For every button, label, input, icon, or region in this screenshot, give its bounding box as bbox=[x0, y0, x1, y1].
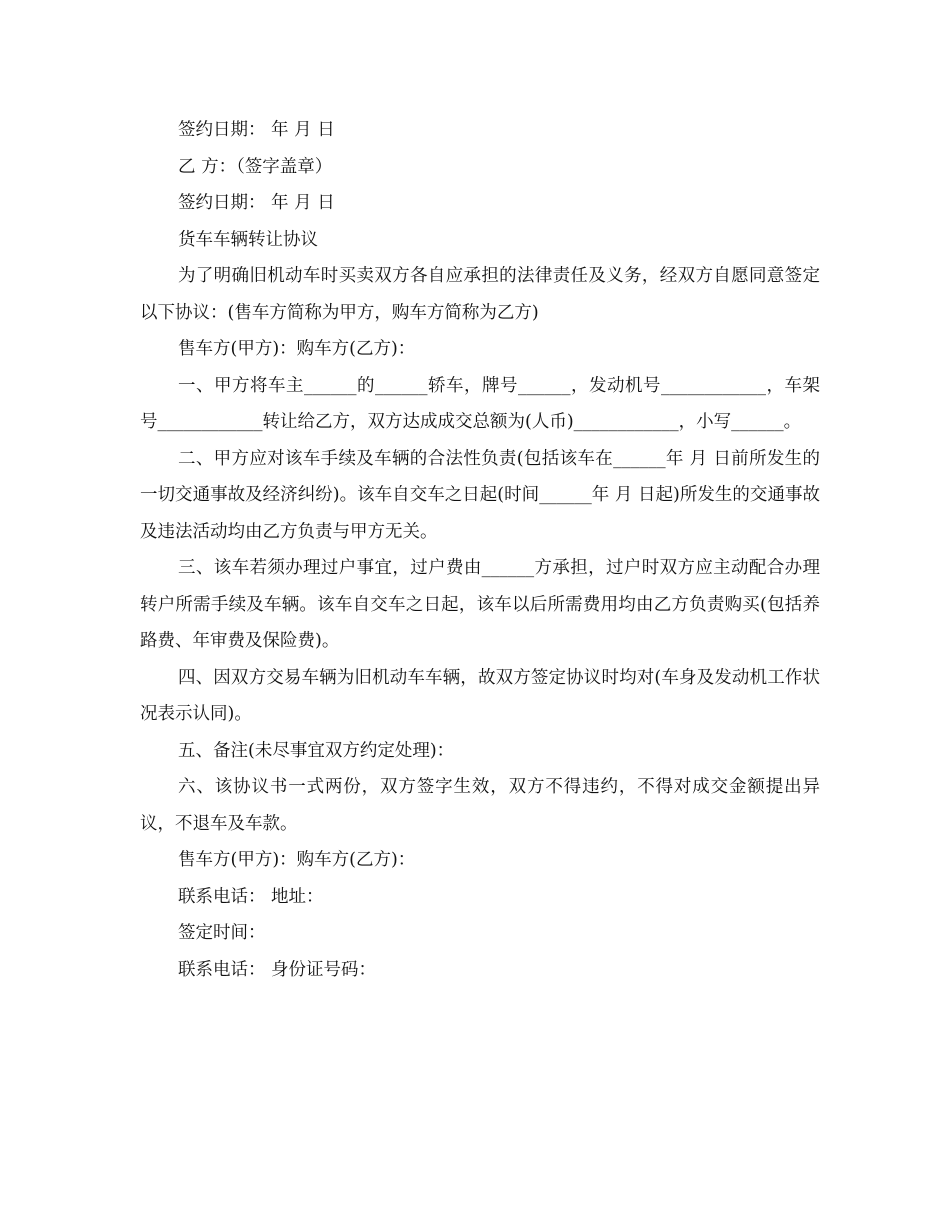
intro-paragraph: 为了明确旧机动车时买卖双方各自应承担的法律责任及义务，经双方自愿同意签定以下协议：(售车方简称为甲方，购车方简称为乙方) bbox=[140, 266, 820, 323]
clause-4: 四、因双方交易车辆为旧机动车车辆，故双方签定协议时均对(车身及发动机工作状况表示认同)。 bbox=[140, 667, 820, 724]
sign-date-line: 签约日期： 年 月 日 bbox=[178, 193, 335, 213]
document-title: 货车车辆转让协议 bbox=[178, 229, 318, 250]
clause-1: 一、甲方将车主______的______轿车，牌号______，发动机号____________，车架号____________转让给乙方，双方达成成交总额为(人币)____________，小写______。 bbox=[140, 375, 820, 432]
sign-date-line: 签约日期： 年 月 日 bbox=[178, 120, 335, 140]
contact-address-line: 联系电话： 地址： bbox=[178, 886, 324, 907]
clause-2: 二、甲方应对该车手续及车辆的合法性负责(包括该车在______年 月 日前所发生的一切交通事故及经济纠纷)。该车自交车之日起(时间______年 月 日起)所发生的交通事故及违法活动均由乙方负责与甲方无关。 bbox=[140, 448, 820, 542]
contact-id-line: 联系电话： 身份证号码： bbox=[178, 959, 377, 980]
parties-line: 售车方(甲方)：购车方(乙方)： bbox=[178, 850, 416, 870]
clause-3: 三、该车若须办理过户事宜，过户费由______方承担，过户时双方应主动配合办理转户所需手续及车辆。该车自交车之日起，该车以后所需费用均由乙方负责购买(包括养路费、年审费及保险费)。 bbox=[140, 558, 820, 651]
sign-time-line: 签定时间： bbox=[178, 923, 266, 943]
document-body bbox=[140, 112, 820, 988]
clause-6: 六、该协议书一式两份，双方签字生效，双方不得违约，不得对成交金额提出异议，不退车及车款。 bbox=[140, 777, 820, 834]
clause-5: 五、备注(未尽事宜双方约定处理)： bbox=[178, 740, 455, 761]
parties-line: 售车方(甲方)：购车方(乙方)： bbox=[178, 339, 416, 359]
party-b-signature-line: 乙 方：（签字盖章） bbox=[178, 156, 333, 177]
